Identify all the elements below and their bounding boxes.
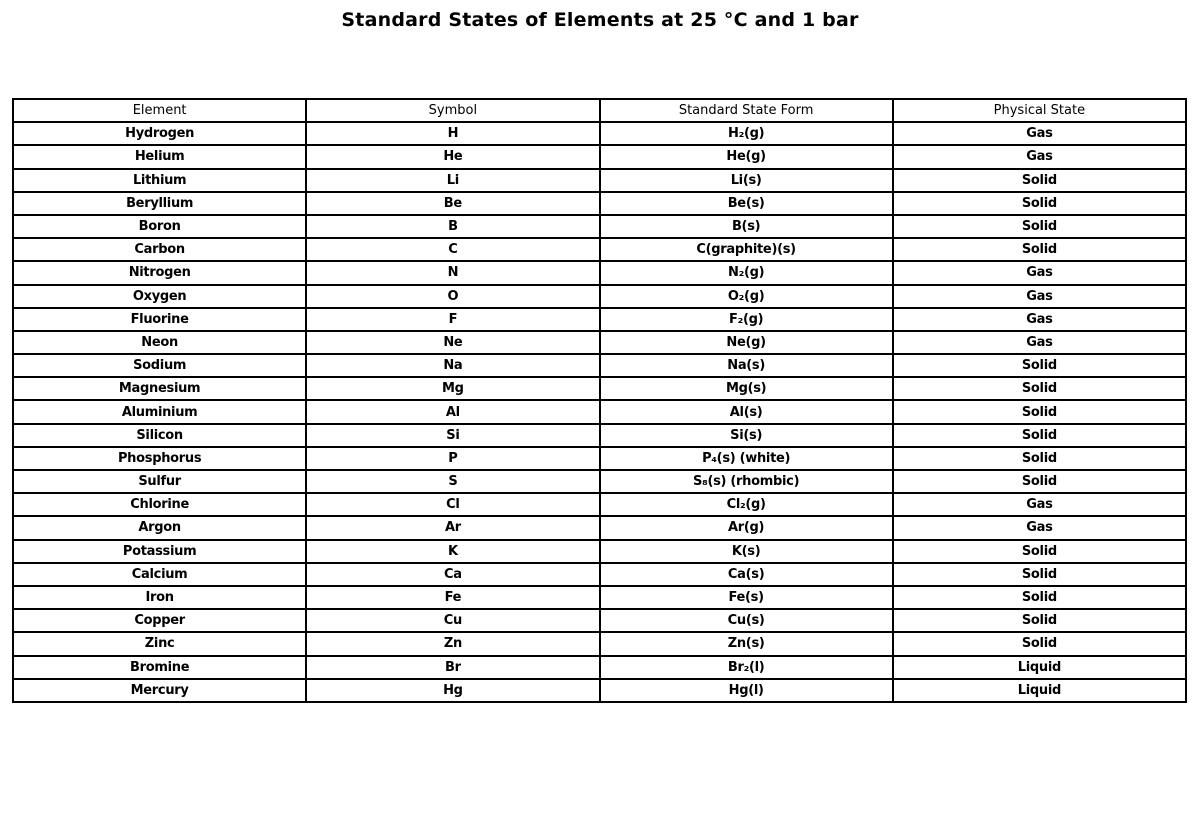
symbol-cell: Ca (306, 563, 599, 586)
physical-state-cell: Solid (893, 238, 1186, 261)
physical-state-cell: Gas (893, 308, 1186, 331)
table-row (13, 261, 1186, 284)
physical-state-cell: Solid (893, 586, 1186, 609)
standard-state-form-cell: Zn(s) (600, 632, 893, 655)
table-row (13, 516, 1186, 539)
element-cell: Calcium (13, 563, 306, 586)
table-row (13, 540, 1186, 563)
symbol-cell: Al (306, 400, 599, 423)
element-cell: Fluorine (13, 308, 306, 331)
element-cell: Hydrogen (13, 122, 306, 145)
table-row (13, 331, 1186, 354)
standard-state-form-cell: B(s) (600, 215, 893, 238)
standard-state-form-cell: Al(s) (600, 400, 893, 423)
element-cell: Mercury (13, 679, 306, 702)
element-cell: Copper (13, 609, 306, 632)
physical-state-cell: Solid (893, 192, 1186, 215)
table-row (13, 447, 1186, 470)
table-row (13, 400, 1186, 423)
standard-state-form-cell: Si(s) (600, 424, 893, 447)
physical-state-cell: Solid (893, 609, 1186, 632)
table-row (13, 215, 1186, 238)
standard-state-form-cell: S₈(s) (rhombic) (600, 470, 893, 493)
table-row (13, 679, 1186, 702)
symbol-cell: Ar (306, 516, 599, 539)
table-row (13, 586, 1186, 609)
physical-state-cell: Solid (893, 424, 1186, 447)
symbol-cell: K (306, 540, 599, 563)
table-row (13, 632, 1186, 655)
element-cell: Lithium (13, 169, 306, 192)
symbol-cell: Mg (306, 377, 599, 400)
standard-state-form-cell: Na(s) (600, 354, 893, 377)
physical-state-cell: Liquid (893, 656, 1186, 679)
element-cell: Sulfur (13, 470, 306, 493)
standard-state-form-cell: He(g) (600, 145, 893, 168)
symbol-cell: Fe (306, 586, 599, 609)
table-row (13, 424, 1186, 447)
standard-state-form-cell: Ar(g) (600, 516, 893, 539)
symbol-cell: He (306, 145, 599, 168)
symbol-cell: Zn (306, 632, 599, 655)
standard-state-form-cell: N₂(g) (600, 261, 893, 284)
symbol-cell: Na (306, 354, 599, 377)
element-cell: Nitrogen (13, 261, 306, 284)
standard-state-form-cell: Hg(l) (600, 679, 893, 702)
standard-state-form-cell: Ca(s) (600, 563, 893, 586)
symbol-cell: Ne (306, 331, 599, 354)
standard-state-form-cell: Br₂(l) (600, 656, 893, 679)
symbol-cell: S (306, 470, 599, 493)
standard-state-form-cell: Cu(s) (600, 609, 893, 632)
physical-state-cell: Gas (893, 331, 1186, 354)
table-row (13, 285, 1186, 308)
physical-state-cell: Solid (893, 447, 1186, 470)
table-row (13, 470, 1186, 493)
symbol-cell: Li (306, 169, 599, 192)
symbol-cell: Cu (306, 609, 599, 632)
column-header-physical-state: Physical State (893, 99, 1186, 122)
standard-state-form-cell: P₄(s) (white) (600, 447, 893, 470)
standard-state-form-cell: C(graphite)(s) (600, 238, 893, 261)
standard-state-form-cell: Mg(s) (600, 377, 893, 400)
element-cell: Silicon (13, 424, 306, 447)
element-cell: Zinc (13, 632, 306, 655)
table-row (13, 493, 1186, 516)
column-header-symbol: Symbol (306, 99, 599, 122)
standard-state-form-cell: Cl₂(g) (600, 493, 893, 516)
physical-state-cell: Solid (893, 215, 1186, 238)
physical-state-cell: Gas (893, 122, 1186, 145)
element-cell: Oxygen (13, 285, 306, 308)
physical-state-cell: Solid (893, 400, 1186, 423)
element-cell: Aluminium (13, 400, 306, 423)
table-row (13, 192, 1186, 215)
symbol-cell: F (306, 308, 599, 331)
standard-state-form-cell: Be(s) (600, 192, 893, 215)
element-cell: Potassium (13, 540, 306, 563)
symbol-cell: Si (306, 424, 599, 447)
standard-state-form-cell: K(s) (600, 540, 893, 563)
table-row (13, 656, 1186, 679)
symbol-cell: Br (306, 656, 599, 679)
table-row (13, 354, 1186, 377)
element-cell: Iron (13, 586, 306, 609)
table-row (13, 563, 1186, 586)
symbol-cell: Hg (306, 679, 599, 702)
standard-state-form-cell: H₂(g) (600, 122, 893, 145)
table-title: Standard States of Elements at 25 °C and 1 bar (341, 9, 859, 31)
physical-state-cell: Liquid (893, 679, 1186, 702)
physical-state-cell: Solid (893, 563, 1186, 586)
symbol-cell: B (306, 215, 599, 238)
physical-state-cell: Solid (893, 169, 1186, 192)
physical-state-cell: Solid (893, 377, 1186, 400)
physical-state-cell: Solid (893, 632, 1186, 655)
element-cell: Argon (13, 516, 306, 539)
element-cell: Chlorine (13, 493, 306, 516)
table-row (13, 308, 1186, 331)
table-row (13, 122, 1186, 145)
symbol-cell: C (306, 238, 599, 261)
physical-state-cell: Gas (893, 145, 1186, 168)
table-row (13, 609, 1186, 632)
symbol-cell: H (306, 122, 599, 145)
physical-state-cell: Gas (893, 516, 1186, 539)
physical-state-cell: Gas (893, 493, 1186, 516)
header-row (13, 99, 1186, 122)
physical-state-cell: Solid (893, 540, 1186, 563)
standard-state-form-cell: Fe(s) (600, 586, 893, 609)
symbol-cell: N (306, 261, 599, 284)
element-cell: Beryllium (13, 192, 306, 215)
standard-state-form-cell: O₂(g) (600, 285, 893, 308)
standard-state-form-cell: Ne(g) (600, 331, 893, 354)
element-cell: Phosphorus (13, 447, 306, 470)
physical-state-cell: Solid (893, 470, 1186, 493)
physical-state-cell: Gas (893, 285, 1186, 308)
table-row (13, 169, 1186, 192)
element-cell: Bromine (13, 656, 306, 679)
element-cell: Helium (13, 145, 306, 168)
standard-state-form-cell: F₂(g) (600, 308, 893, 331)
symbol-cell: P (306, 447, 599, 470)
table-row (13, 145, 1186, 168)
element-cell: Magnesium (13, 377, 306, 400)
column-header-element: Element (13, 99, 306, 122)
physical-state-cell: Solid (893, 354, 1186, 377)
element-cell: Boron (13, 215, 306, 238)
column-header-standard-state-form: Standard State Form (600, 99, 893, 122)
element-cell: Carbon (13, 238, 306, 261)
element-cell: Neon (13, 331, 306, 354)
standard-state-form-cell: Li(s) (600, 169, 893, 192)
symbol-cell: Be (306, 192, 599, 215)
symbol-cell: O (306, 285, 599, 308)
table-body (13, 122, 1186, 702)
table-row (13, 377, 1186, 400)
physical-state-cell: Gas (893, 261, 1186, 284)
symbol-cell: Cl (306, 493, 599, 516)
table-row (13, 238, 1186, 261)
element-cell: Sodium (13, 354, 306, 377)
elements-table (12, 98, 1187, 703)
